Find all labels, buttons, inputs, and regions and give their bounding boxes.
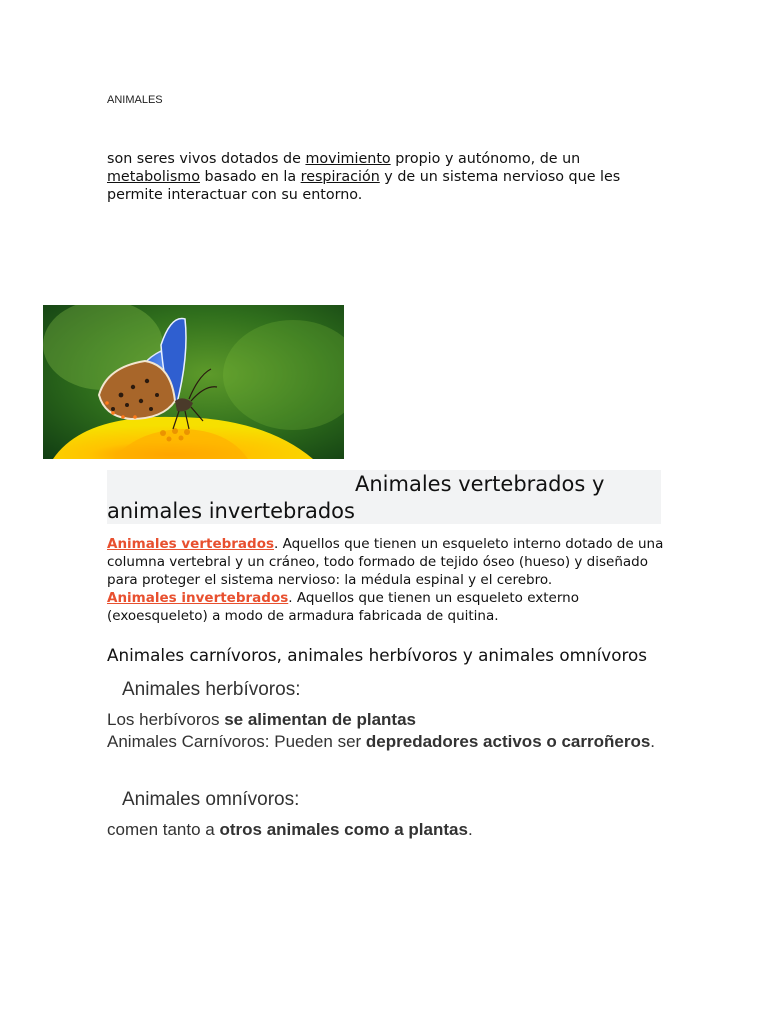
intro-text-2: propio y autónomo, de un (390, 151, 581, 167)
link-respiracion[interactable]: respiración (300, 169, 380, 185)
intro-text-4: y de un sistema nervioso que les permite interactuar con su entorno. (107, 169, 621, 203)
link-animales-vertebrados[interactable]: Animales vertebrados (107, 536, 275, 552)
definitions (107, 535, 667, 625)
herbivores-paragraph (107, 709, 667, 753)
intro-text-3: basado en la (199, 169, 301, 185)
carnivores-end: . (650, 732, 656, 751)
banner-line-1: Animales vertebrados y (355, 472, 605, 496)
link-movimiento[interactable]: movimiento (305, 151, 391, 167)
banner-heading (107, 471, 661, 525)
banner-line-2: animales invertebrados (107, 499, 355, 523)
herbivores-bold: se alimentan de plantas (224, 710, 416, 729)
intro-text-1: son seres vivos dotados de (107, 151, 306, 167)
carnivores-bold: depredadores activos o carroñeros (365, 732, 651, 751)
link-animales-invertebrados[interactable]: Animales invertebrados (107, 590, 289, 606)
omnivores-end: . (467, 820, 473, 839)
diet-heading: Animales carnívoros, animales herbívoros y animales omnívoros (107, 645, 648, 665)
omnivores-heading: Animales omnívoros: (122, 789, 300, 810)
link-metabolismo[interactable]: metabolismo (107, 169, 200, 185)
intro-paragraph (107, 150, 667, 204)
herbivores-text: Los herbívoros (107, 710, 225, 729)
butterfly-photo (43, 305, 344, 459)
carnivores-text: Animales Carnívoros: Pueden ser (107, 732, 366, 751)
vertebrados-text: . Aquellos que tienen un esqueleto interno dotado de una columna vertebral y un cráneo, todo formado de tejido óseo (hueso) y diseñado para proteger el sistema nervioso: la médula espinal y el cerebro. (107, 536, 664, 588)
herbivores-heading: Animales herbívoros: (122, 679, 301, 700)
omnivores-paragraph (107, 819, 667, 841)
page-title: ANIMALES (107, 94, 163, 106)
invertebrados-text: . Aquellos que tienen un esqueleto externo (exoesqueleto) a modo de armadura fabricada de quitina. (107, 590, 579, 624)
section-banner (107, 470, 661, 524)
omnivores-text: comen tanto a (107, 820, 220, 839)
omnivores-bold: otros animales como a plantas (219, 820, 468, 839)
